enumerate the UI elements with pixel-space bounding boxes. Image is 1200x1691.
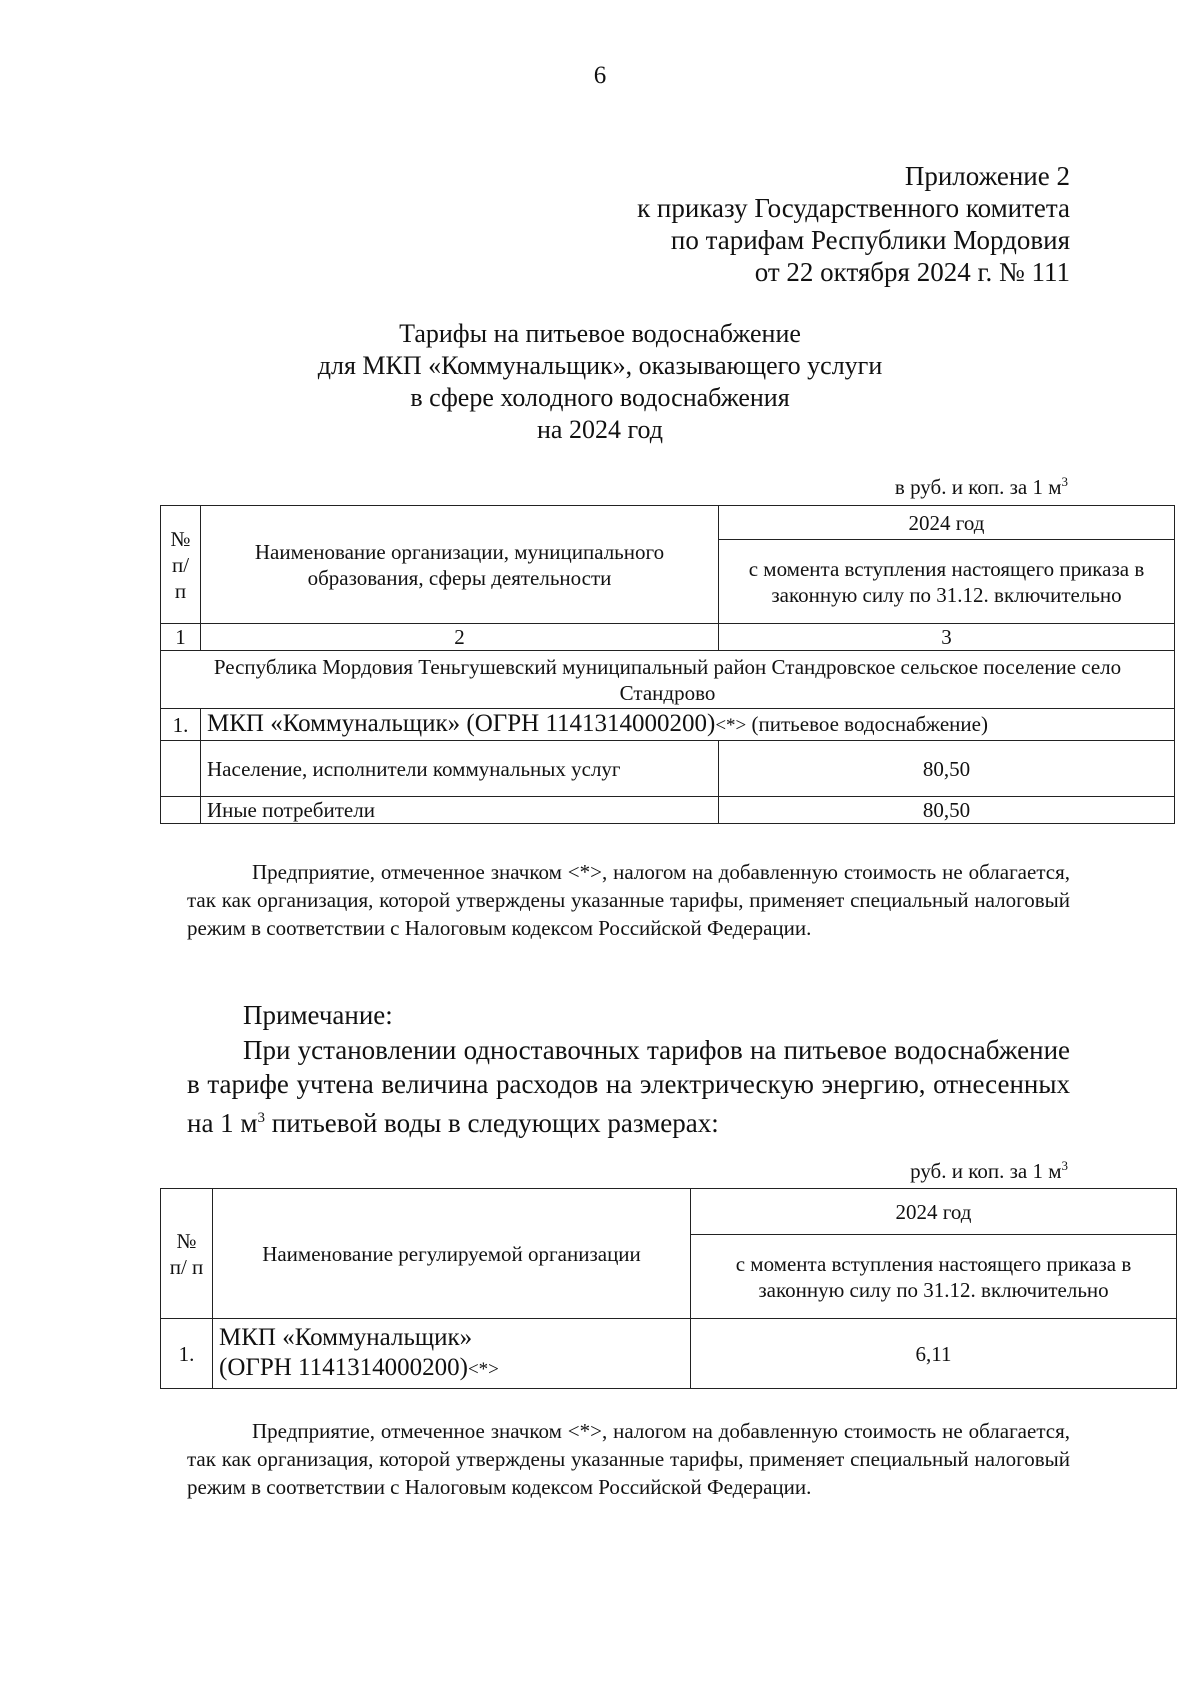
tariff-value: 80,50 <box>719 741 1175 797</box>
org-num: 1. <box>161 709 201 741</box>
org-name: МКП «Коммунальщик» (ОГРН 1141314000200) <box>207 709 716 737</box>
org-row <box>201 709 1175 741</box>
tariff-category: Иные потребители <box>201 797 719 824</box>
header-num: № п/п <box>161 506 201 624</box>
index-cell: 2 <box>201 624 719 651</box>
vat-footnote: Предприятие, отмеченное значком <*>, налогом на добавленную стоимость не облагается, так как организация, которой утверждены указанные тарифы, применяет специальный налоговый режим в соответствии с Налоговым кодексом Российской Федерации. <box>187 860 1070 940</box>
appendix-line: к приказу Государственного комитета <box>637 193 1070 223</box>
org-mark: <*> <box>467 1358 499 1380</box>
header-period: с момента вступления настоящего приказа в законную силу по 31.12. включительно <box>719 540 1175 624</box>
appendix-line: от 22 октября 2024 г. № 111 <box>754 257 1070 287</box>
region-row: Республика Мордовия Теньгушевский муниципальный район Стандровское сельское поселение село Стандрово <box>161 651 1175 709</box>
header-name: Наименование регулируемой организации <box>213 1189 691 1319</box>
note-heading: Примечание: <box>243 1000 393 1030</box>
row-num: 1. <box>161 1319 213 1389</box>
appendix-line: Приложение 2 <box>904 161 1070 191</box>
tariff-value: 80,50 <box>719 797 1175 824</box>
header-name: Наименование организации, муниципального образования, сферы деятельности <box>201 506 719 624</box>
appendix-header <box>637 160 1070 288</box>
note-text: При установлении одноставочных тарифов на питьевое водоснабжение в тарифе учтена величина расходов на электрическую энергию, отнесенных на 1 $м^3$ питьевой воды в следующих размерах: <box>187 1035 1070 1138</box>
document-title <box>160 318 1040 446</box>
vat-footnote: Предприятие, отмеченное значком <*>, налогом на добавленную стоимость не облагается, так как организация, которой утверждены указанные тарифы, применяет специальный налоговый режим в соответствии с Налоговым кодексом Российской Федерации. <box>187 1419 1070 1499</box>
tariff-table <box>160 505 1175 824</box>
title-line: для МКП «Коммунальщик», оказывающего услуги <box>317 351 883 380</box>
org-name: МКП «Коммунальщик» (ОГРН 1141314000200)<*> <box>213 1319 691 1389</box>
title-line: на 2024 год <box>537 415 663 444</box>
electricity-cost-table <box>160 1188 1177 1389</box>
header-num: № п/ п <box>161 1189 213 1319</box>
appendix-line: по тарифам Республики Мордовия <box>670 225 1070 255</box>
title-line: Тарифы на питьевое водоснабжение <box>399 319 801 348</box>
org-mark: <*> <box>715 714 747 736</box>
tariff-category: Население, исполнители коммунальных услуг <box>201 741 719 797</box>
title-line: в сфере холодного водоснабжения <box>410 383 790 412</box>
header-year: 2024 год <box>691 1189 1177 1235</box>
header-year: 2024 год <box>719 506 1175 540</box>
table1-units: в руб. и коп. за 1 $м^3$ <box>894 474 1068 499</box>
index-cell: 3 <box>719 624 1175 651</box>
header-period: с момента вступления настоящего приказа в законную силу по 31.12. включительно <box>691 1235 1177 1319</box>
page-number: 6 <box>593 62 607 89</box>
table2-units: руб. и коп. за 1 $м^3$ <box>910 1158 1068 1183</box>
cost-value: 6,11 <box>691 1319 1177 1389</box>
org-type: (питьевое водоснабжение) <box>746 711 988 736</box>
index-cell: 1 <box>161 624 201 651</box>
